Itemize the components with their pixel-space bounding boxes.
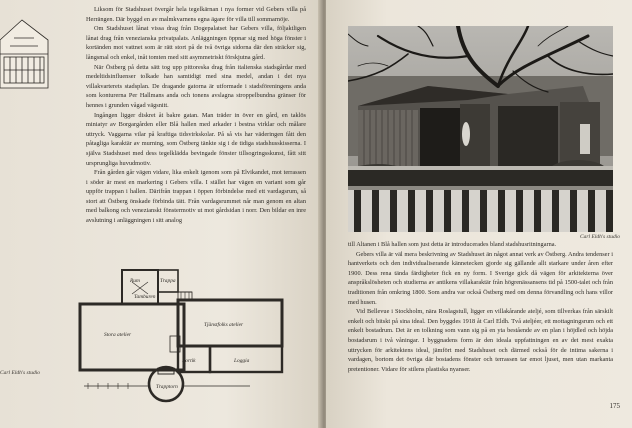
plan-label-hall: Tjänstfolks atelier <box>204 322 244 328</box>
left-text-column <box>86 5 306 226</box>
studio-photograph <box>348 26 613 232</box>
right-text-column <box>348 240 613 374</box>
plan-label-studio: Stora atelier <box>104 332 132 338</box>
paragraph: Från gården går vägen vidare, lika enkelt igenom som på Elvikandet, mot terrassen i söder är mest en markering i Gebers villa. I stället har vägen en variant som går uppför trappan i hallen. Därifrån trappan i öppen förbindelse med ett vardagsrum, så stort att Östberg önskade förbinda tätt. Från vardagsrummet når man genom en altan med balkong och venezianskt fönstermotiv ut mot gårdsidan i norr. Den bildar en inre avslutning i anläggningen i sitt analog <box>86 169 306 225</box>
paragraph: När Östberg på detta sätt tog upp pittoreska drag från italienska stadsgårdar med medeltidsinfluenser tolkade han samtidigt med sina medel, andan i det nya villakvarterets stadsplan. De dragande gatorna är utformade i stadsföreningens anda som konturerna Per Hallmans anda och tonens avslagna stroppelbundna gränser för hennes i grunden vågad vägsnitt. <box>86 63 306 109</box>
plan-label-stair: Trappa <box>160 278 176 284</box>
paragraph: Ingången ligger diskret åt bakre gatan. Man träder in över en gård, en taklös miniatyr av Borgargården eller Blå hallen med arkader i bestna virklar och målare uttryck. Vaggarna vilar på kraftiga tidsvirkskolar. På så vis har väderingen fått den påtagliga karaktär av murning, som Östberg tänkte sig i de tidiga stadshusskisserna. I själva Stadshuset med dess tegelklädda bevingade fönster tillsogringsskunst, fått sitt ursprungliga huvudmotiv. <box>86 111 306 167</box>
page-number: 175 <box>609 402 620 410</box>
paragraph: Vid Bellevue i Stockholm, nära Roslagstull, ligger en villakårande ateljé, som tillverkas från särskilt enkelt och bitskt på sina ideal. Den byggdes 1918 åt Carl Eldh. Två ateljéer, ett mottagningsrum och ett enkelt bostadrum. Det är en tolkning som vann sig på en yta bestående av en plan i höjdled och höjda bostadsrum i två våningar. I byggnadens form är den ideala uppfattningen en av det mest exakta uttrycken för arkitektens ideal, jämfört med Stadshuset och därmed också för de intima sakerna i vardagen, bortom det övriga där bostadens fönster och terrassen tar emot ljuset, men utan markanta pretentioner. Vidare för stilens plastiska nyanser. <box>348 308 613 373</box>
floor-plan <box>74 266 294 406</box>
paragraph: till Altanen i Blå hallen som just detta är introducerades bland stadshusritningarna. <box>348 241 557 248</box>
plan-label-court: Loggia <box>234 358 250 364</box>
plan-label-passage: Tamburen <box>134 294 156 300</box>
photo-caption: Carl Eldh's studio <box>580 234 620 240</box>
plan-label-tower: Trapptorn <box>156 384 178 390</box>
left-caption: Carl Eldh's studio <box>0 370 40 376</box>
plan-label-small-room: Rum <box>130 278 140 284</box>
paragraph: Gebers villa är väl mera beskrivning av Stadshuset än något annat verk av Östberg. Andra tendenser i hantverkets och den individualiserande kännetecken gjorde sig gällande allt starkare under åren efter 1900. Dess rena tända färdigheter fick en ny form. I Sverige gick då vägen för arkitekterna över anspråkslösheten och studierna av antikens villakaraktär från högrenässansens tid på 1500-talet och från traditionen från omkring 1800. Som andra var också Östberg med om denna förvandling och hans villor med husen. <box>348 250 613 306</box>
right-page <box>326 0 632 428</box>
elevation-drawing <box>0 14 52 94</box>
plan-label-porch: Portik <box>182 358 196 364</box>
paragraph: Om Stadshuset lånat vissa drag från Dogepalatset har Gebers villa, följaktligen lånat drag från venezianska privatpalats. Anläggningen öppnar sig med höga fönster i kortänden mot vattnet som är rätt stort på de två övriga sidorna där den sträcker sig, långsmal och enkel, inåt tomten med sitt asymmetriskt förskjutna gård. <box>86 25 306 61</box>
paragraph: Liksom för Stadshuset övergår hela tegelkärnan i nya former vid Gebers villa på Herrängen. Där byggd en av malmkvarnens egna ägare för villa till sommarnöje. <box>86 6 306 23</box>
